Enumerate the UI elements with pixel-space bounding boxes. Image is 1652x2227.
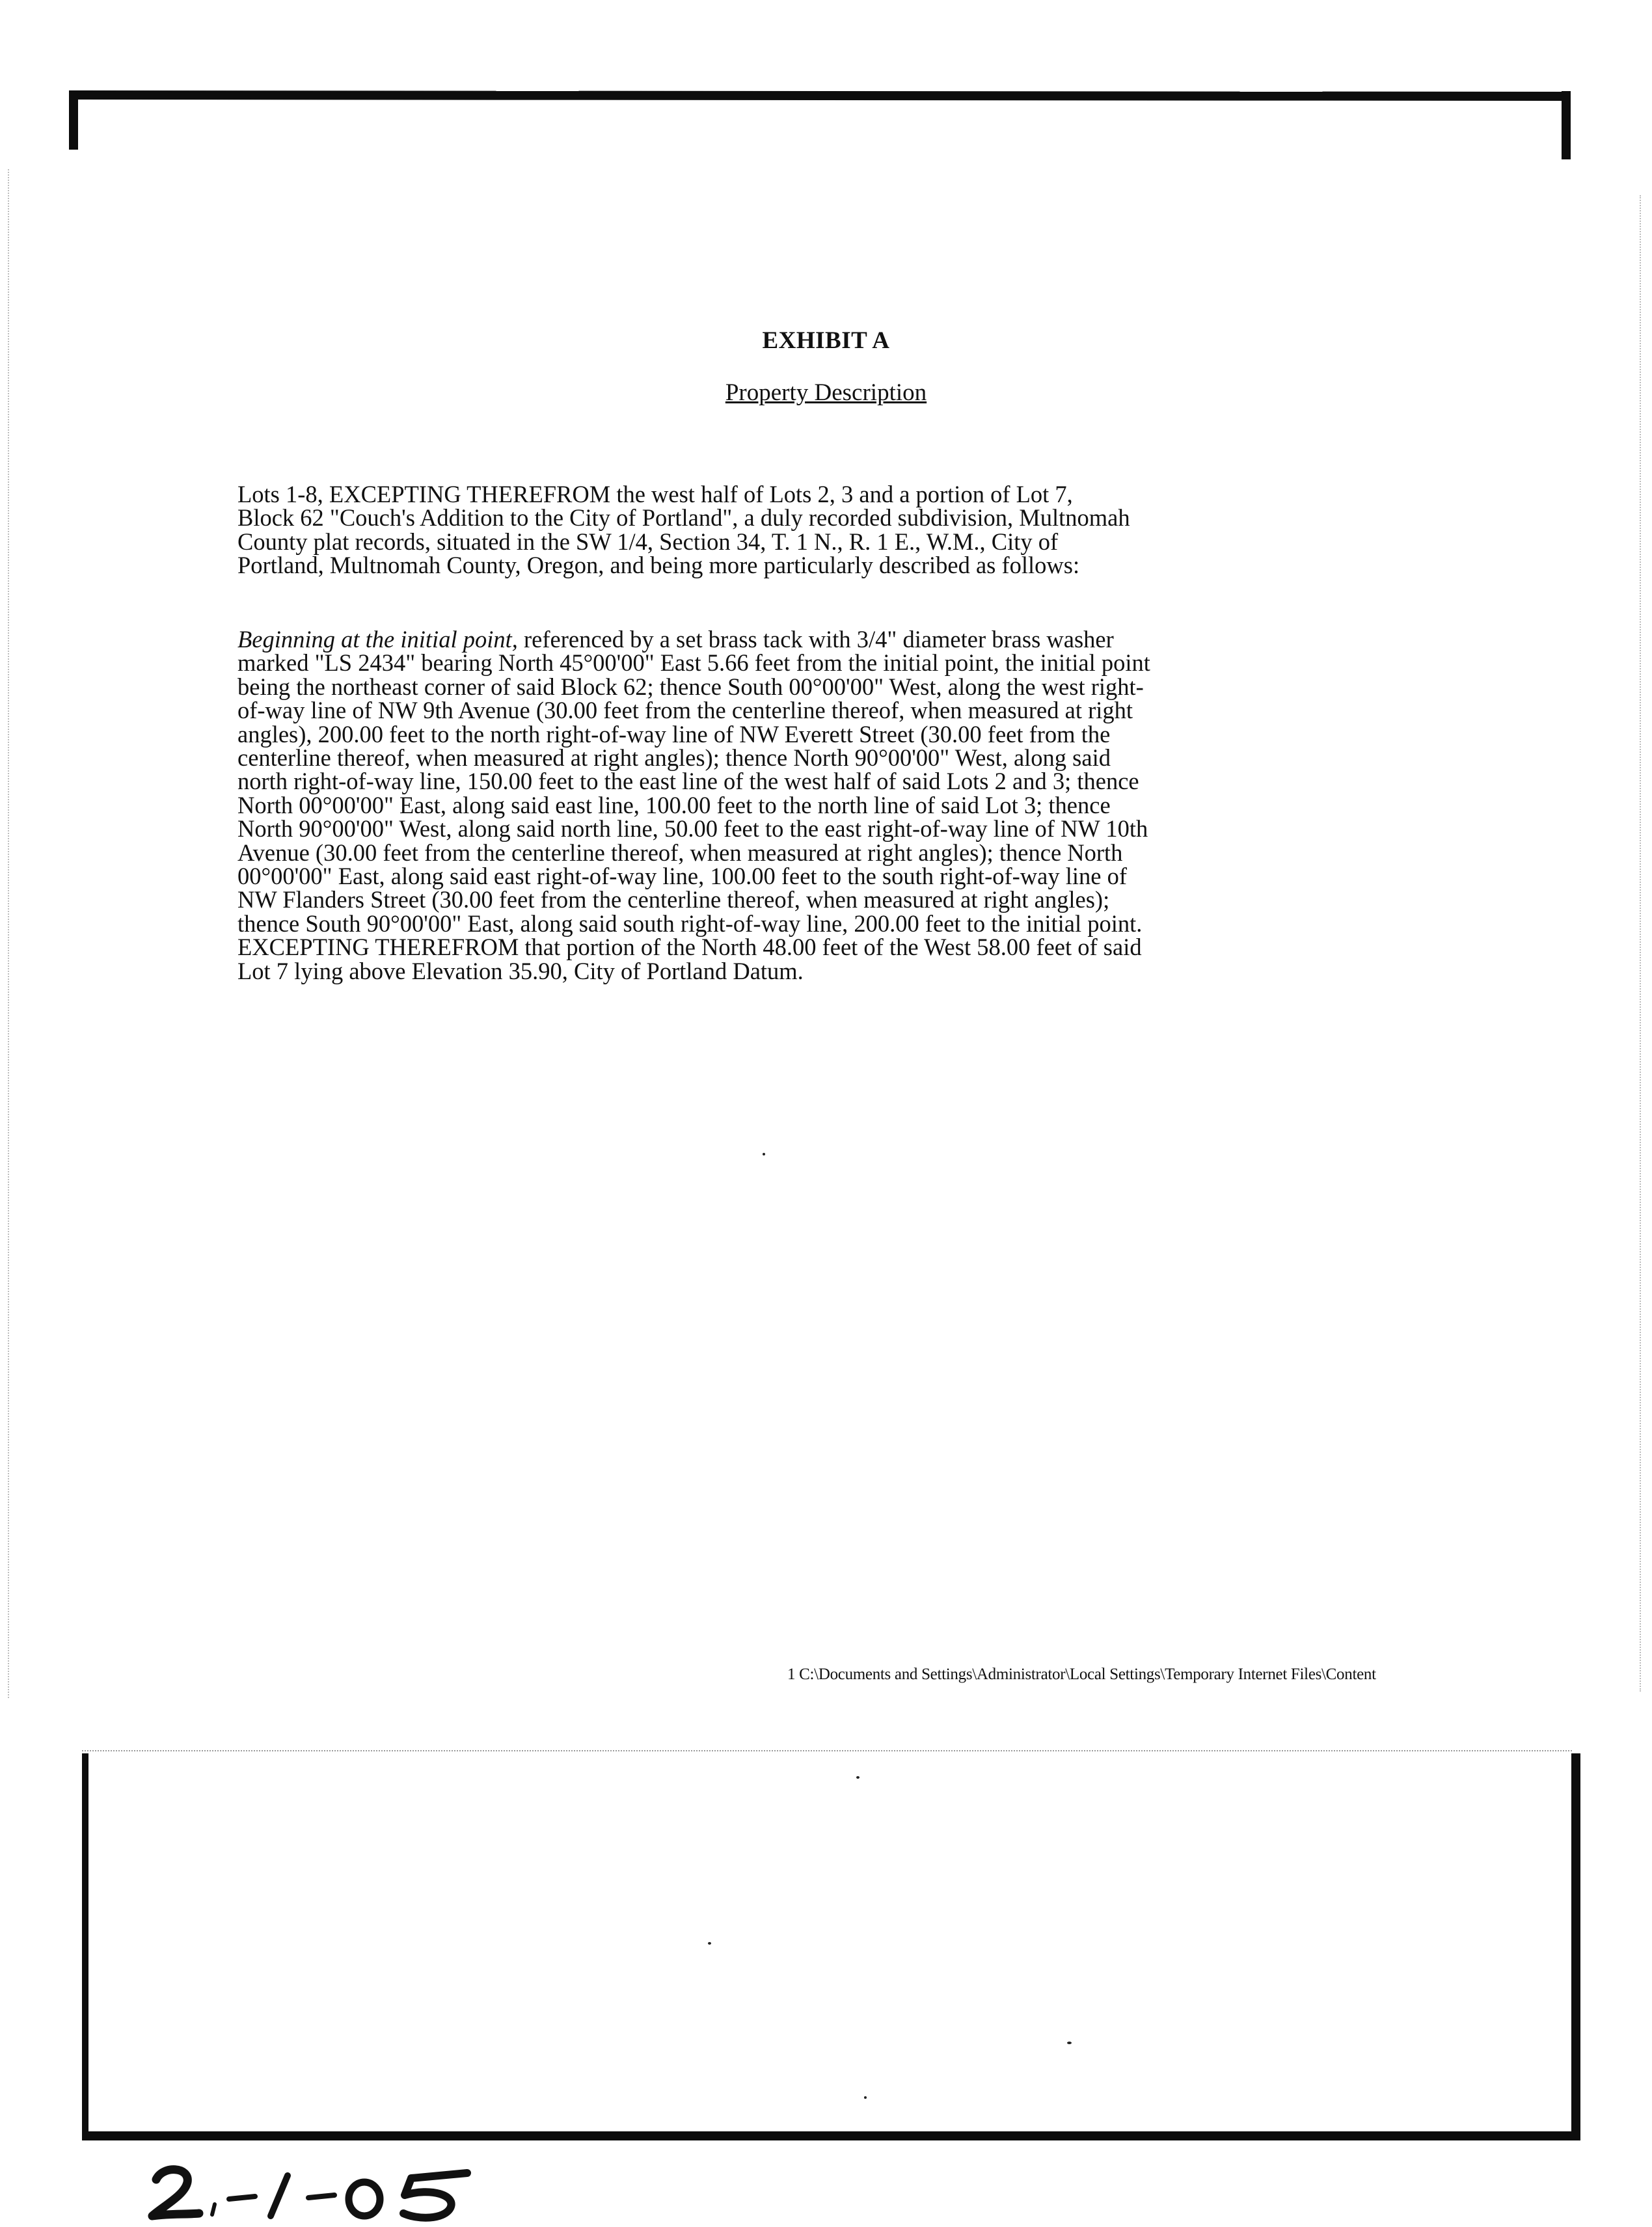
- frame-bottom-border: [82, 2131, 1580, 2140]
- frame-top-border: [69, 90, 1571, 101]
- description-line: marked "LS 2434" bearing North 45°00'00" East 5.66 feet from the initial point, the initial point: [237, 649, 1150, 677]
- intro-line: Lots 1-8, EXCEPTING THEREFROM the west half of Lots 2, 3 and a portion of Lot 7,: [237, 481, 1073, 507]
- description-line: being the northeast corner of said Block 62; thence South 00°00'00" West, along the west right-: [237, 673, 1144, 700]
- description-line: north right-of-way line, 150.00 feet to the east line of the west half of said Lots 2 and 3; thence: [237, 768, 1139, 795]
- page-break-line: [82, 1750, 1572, 1751]
- scan-speck: [1067, 2042, 1072, 2044]
- intro-line: County plat records, situated in the SW 1/4, Section 34, T. 1 N., R. 1 E., W.M., City of: [237, 528, 1059, 555]
- scan-speck: [864, 2096, 867, 2099]
- description-line: North 00°00'00" East, along said east line, 100.00 feet to the north line of said Lot 3; thence: [237, 791, 1111, 818]
- frame-left-bottom-border: [82, 1753, 88, 2137]
- description-line: thence South 90°00'00" East, along said south right-of-way line, 200.00 feet to the initial point.: [237, 910, 1143, 937]
- description-line: EXCEPTING THEREFROM that portion of the North 48.00 feet of the West 58.00 feet of said: [237, 934, 1142, 961]
- description-line: centerline thereof, when measured at right angles); thence North 90°00'00" West, along said: [237, 744, 1111, 772]
- intro-paragraph: [237, 483, 1402, 578]
- scan-speck: [708, 1942, 711, 1945]
- scan-speck: [856, 1776, 860, 1779]
- description-lead-line: Beginning at the initial point, referenced by a set brass tack with 3/4" diameter brass washer: [237, 626, 1114, 653]
- exhibit-subtitle: Property Description: [725, 379, 927, 406]
- description-paragraph: [237, 628, 1402, 983]
- frame-left-top-border: [69, 91, 78, 150]
- description-line: of-way line of NW 9th Avenue (30.00 feet from the centerline thereof, when measured at right: [237, 697, 1133, 724]
- description-line: Avenue (30.00 feet from the centerline thereof, when measured at right angles); thence North: [237, 839, 1123, 866]
- description-line: angles), 200.00 feet to the north right-of-way line of NW Everett Street (30.00 feet from the: [237, 720, 1111, 748]
- intro-line: Portland, Multnomah County, Oregon, and being more particularly described as follows:: [237, 552, 1080, 579]
- frame-right-top-border: [1562, 91, 1571, 159]
- description-line: North 90°00'00" West, along said north line, 50.00 feet to the east right-of-way line of NW 10th: [237, 815, 1148, 843]
- footer-file-path: 1 C:\Documents and Settings\Administrator\Local Settings\Temporary Internet Files\Content: [787, 1666, 1376, 1683]
- exhibit-title: EXHIBIT A: [762, 327, 890, 354]
- description-line: NW Flanders Street (30.00 feet from the centerline thereof, when measured at right angles);: [237, 886, 1110, 913]
- scan-speck: [763, 1153, 765, 1155]
- handwritten-date-annotation: [144, 2161, 483, 2223]
- scan-right-edge: [1640, 195, 1641, 1692]
- description-line: 00°00'00" East, along said east right-of-way line, 100.00 feet to the south right-of-way line of: [237, 863, 1127, 890]
- frame-right-bottom-border: [1571, 1753, 1580, 2137]
- description-line: Lot 7 lying above Elevation 35.90, City of Portland Datum.: [237, 957, 804, 984]
- description-lead-in: Beginning at the initial point,: [237, 626, 518, 653]
- intro-line: Block 62 "Couch's Addition to the City of Portland", a duly recorded subdivision, Multnomah: [237, 504, 1130, 532]
